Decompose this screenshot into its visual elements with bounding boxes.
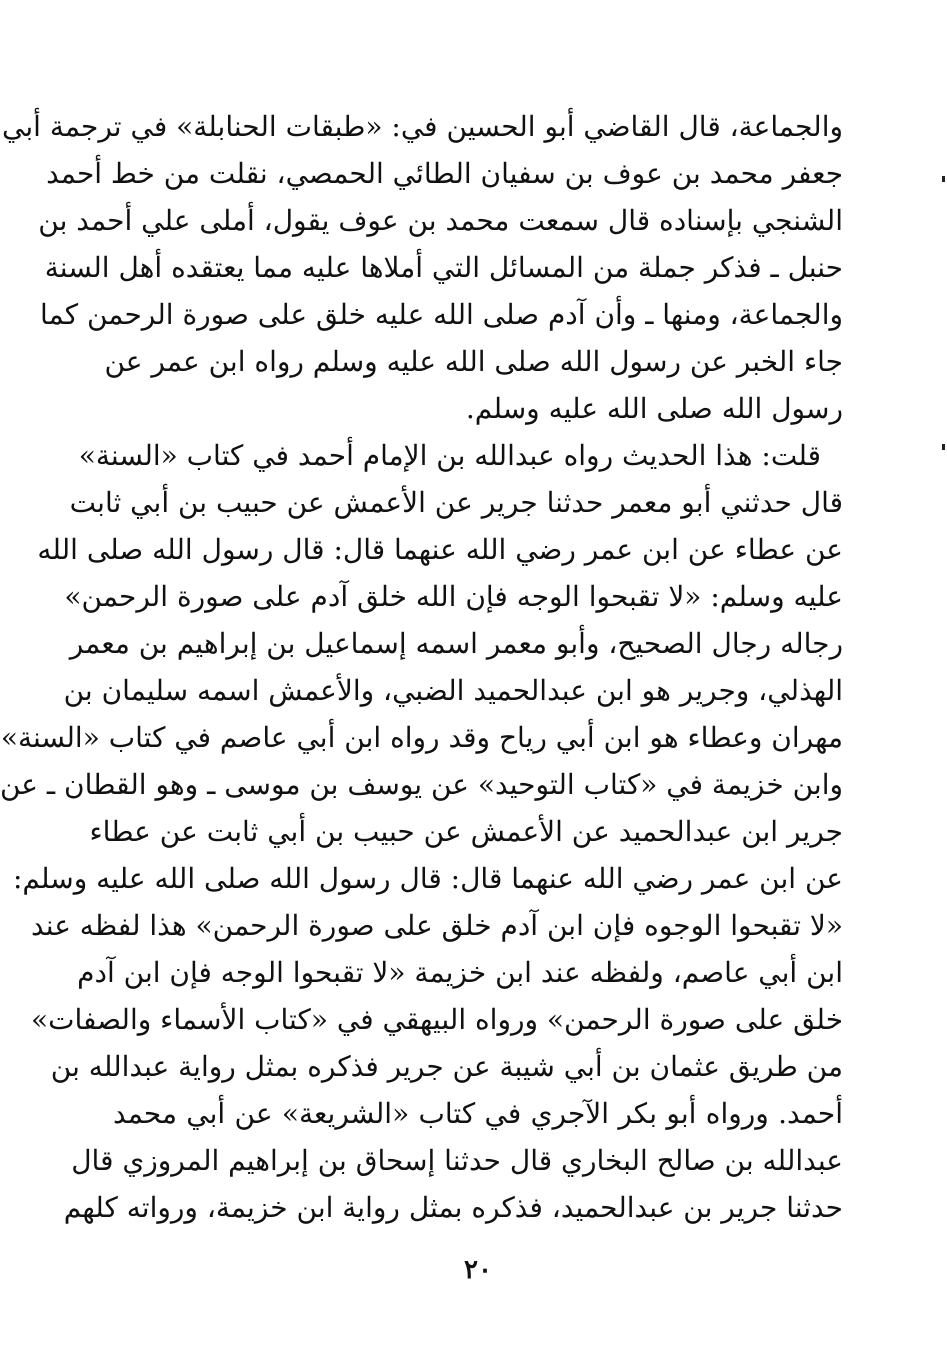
- text-line: عن عطاء عن ابن عمر رضي الله عنهما قال: قال رسول الله صلى الله: [37, 533, 843, 566]
- margin-mark: [942, 444, 945, 450]
- text-line: حنبل ـ فذكر جملة من المسائل التي أملاها عليه مما يعتقده أهل السنة: [44, 251, 843, 284]
- paragraph-end-line: رسول الله صلى الله عليه وسلم.: [465, 392, 843, 425]
- text-line: أحمد. ورواه أبو بكر الآجري في كتاب «الشريعة» عن أبي محمد: [113, 1097, 843, 1130]
- body-text: [0, 103, 843, 1231]
- text-line: الهذلي، وجرير هو ابن عبدالحميد الضبي، والأعمش اسمه سليمان بن: [63, 674, 843, 707]
- text-line: حدثنا جرير بن عبدالحميد، فذكره بمثل رواية ابن خزيمة، ورواته كلهم: [63, 1191, 843, 1224]
- paragraph-start-line: قلت: هذا الحديث رواه عبدالله بن الإمام أحمد في كتاب «السنة»: [78, 439, 821, 472]
- text-line: رجاله رجال الصحيح، وأبو معمر اسمه إسماعيل بن إبراهيم بن معمر: [69, 627, 843, 660]
- text-line: والجماعة، قال القاضي أبو الحسين في: «طبقات الحنابلة» في ترجمة أبي: [2, 110, 843, 143]
- text-line: عبدالله بن صالح البخاري قال حدثنا إسحاق بن إبراهيم المروزي قال: [71, 1144, 843, 1177]
- text-line: جاء الخبر عن رسول الله صلى الله عليه وسلم رواه ابن عمر عن: [104, 345, 843, 378]
- text-line: «لا تقبحوا الوجوه فإن ابن آدم خلق على صورة الرحمن» هذا لفظه عند: [31, 909, 843, 942]
- margin-mark: [942, 176, 945, 182]
- text-line: خلق على صورة الرحمن» ورواه البيهقي في «كتاب الأسماء والصفات»: [30, 1003, 843, 1036]
- text-line: ابن أبي عاصم، ولفظه عند ابن خزيمة «لا تقبحوا الوجه فإن ابن آدم: [77, 956, 843, 989]
- text-line: جرير ابن عبدالحميد عن الأعمش عن حبيب بن أبي ثابت عن عطاء: [89, 815, 843, 848]
- text-line: عن ابن عمر رضي الله عنهما قال: قال رسول الله صلى الله عليه وسلم:: [12, 862, 843, 895]
- text-line: والجماعة، ومنها ـ وأن آدم صلى الله عليه خلق على صورة الرحمن كما: [40, 298, 843, 331]
- text-line: جعفر محمد بن عوف بن سفيان الطائي الحمصي، نقلت من خط أحمد: [46, 157, 843, 190]
- page-number: ٢٠: [464, 1255, 492, 1285]
- text-line: الشنجي بإسناده قال سمعت محمد بن عوف يقول، أملى علي أحمد بن: [38, 204, 843, 237]
- text-line: من طريق عثمان بن أبي شيبة عن جرير فذكره بمثل رواية عبدالله بن: [50, 1050, 843, 1083]
- text-line: مهران وعطاء هو ابن أبي رياح وقد رواه ابن أبي عاصم في كتاب «السنة»: [0, 721, 843, 754]
- text-line: عليه وسلم: «لا تقبحوا الوجه فإن الله خلق آدم على صورة الرحمن»: [64, 580, 843, 613]
- text-line: وابن خزيمة في «كتاب التوحيد» عن يوسف بن موسى ـ وهو القطان ـ عن: [0, 768, 843, 801]
- text-line: قال حدثني أبو معمر حدثنا جرير عن الأعمش عن حبيب بن أبي ثابت: [69, 486, 843, 519]
